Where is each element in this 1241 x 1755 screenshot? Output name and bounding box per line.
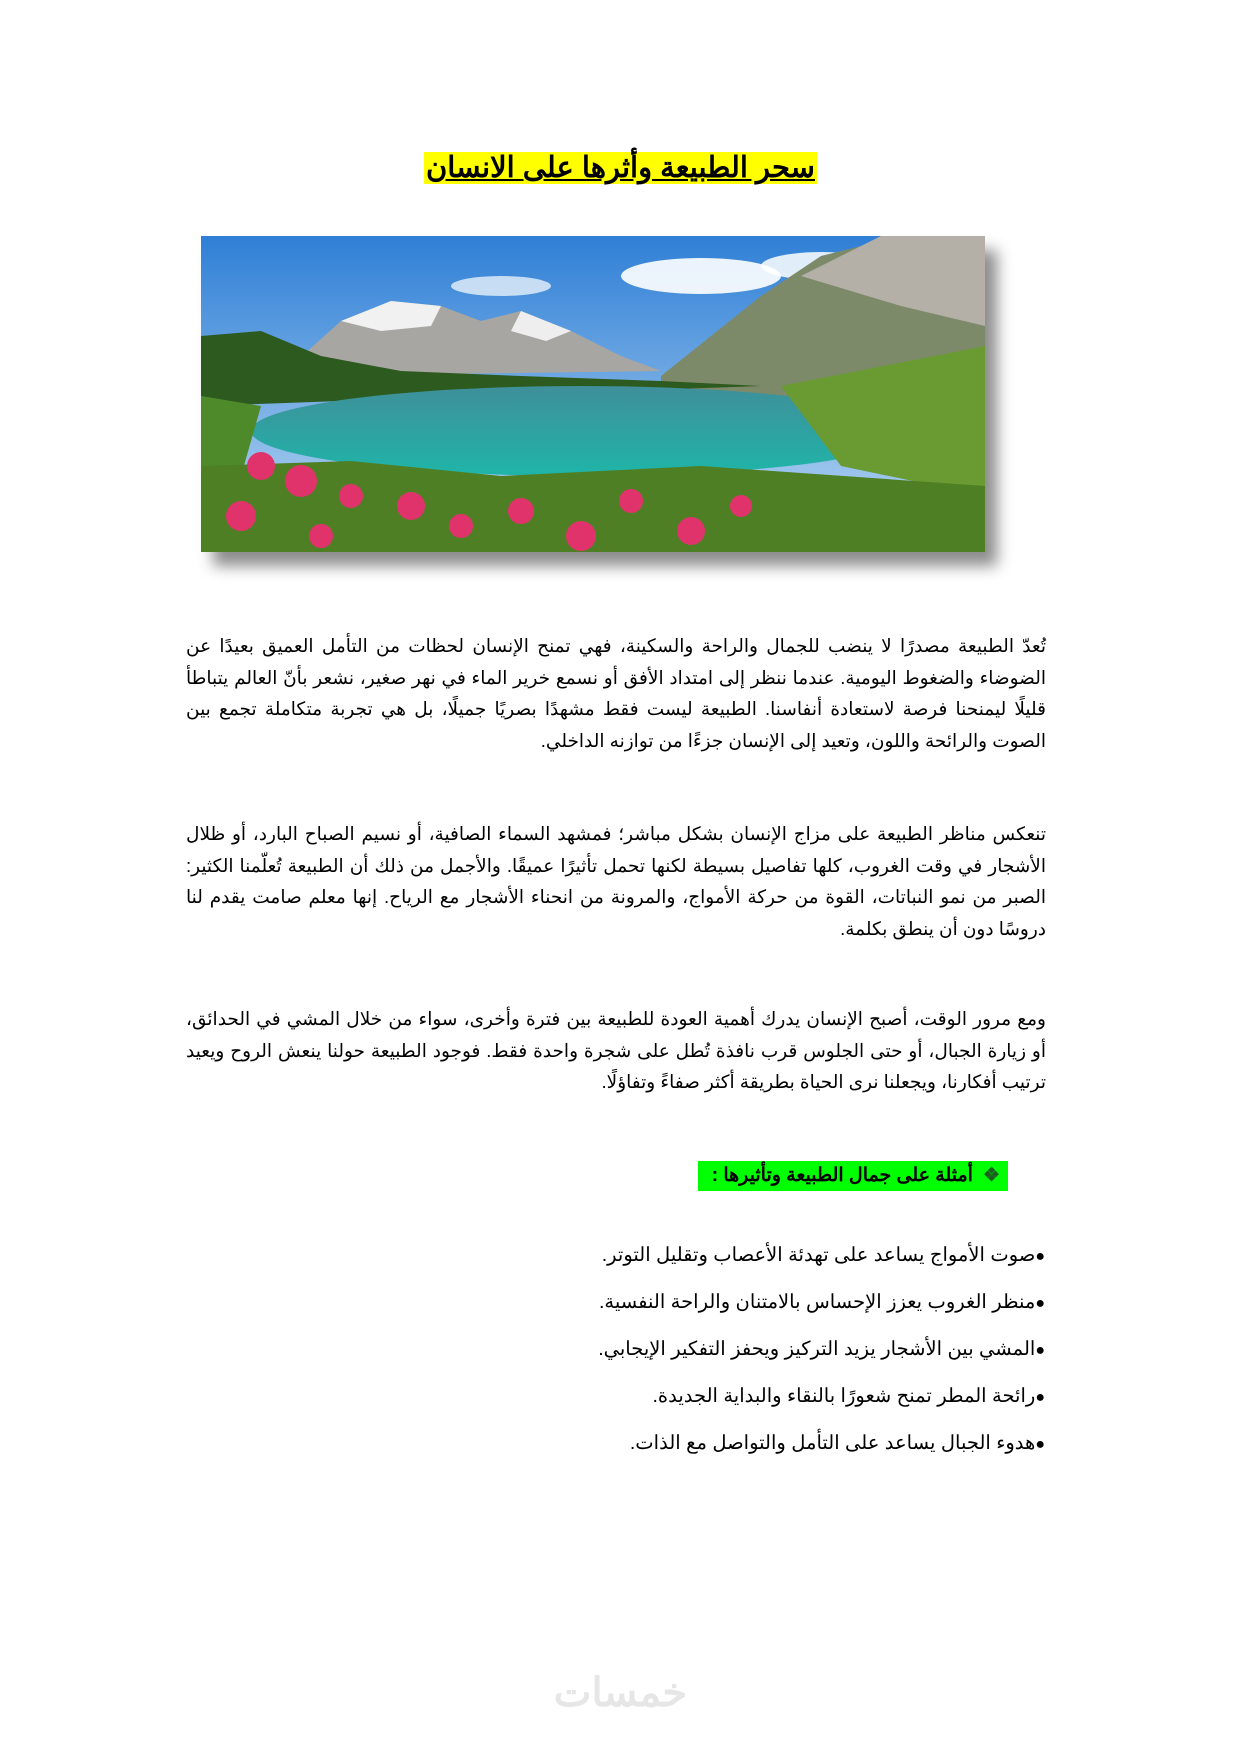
landscape-photo — [201, 236, 985, 552]
bullet-icon: ● — [1035, 1295, 1045, 1312]
examples-list — [598, 1240, 1045, 1475]
document-title-wrap — [0, 150, 1241, 185]
bullet-icon: ● — [1035, 1436, 1045, 1453]
list-item — [598, 1287, 1045, 1334]
bullet-icon: ● — [1035, 1248, 1045, 1265]
list-item — [598, 1381, 1045, 1428]
list-item — [598, 1240, 1045, 1287]
list-item — [598, 1334, 1045, 1381]
document-title: سحر الطبيعة وأثرها على الانسان — [426, 152, 815, 184]
list-item-text: المشي بين الأشجار يزيد التركيز ويحفز التفكير الإيجابي. — [598, 1338, 1036, 1360]
paragraph: تنعكس مناظر الطبيعة على مزاج الإنسان بشكل مباشر؛ فمشهد السماء الصافية، أو نسيم الصباح البارد، أو ظلال الأشجار في وقت الغروب، كلها تفاصيل بسيطة لكنها تحمل تأثيرًا عميقًا. والأجمل من ذلك أن الطبيعة تُعلّمنا الكثير: الصبر من نمو النباتات، القوة من حركة الأمواج، والمرونة من انحناء الأشجار مع الرياح. إنها معلم صامت يقدم لنا دروسًا دون أن ينطق بكلمة. — [186, 823, 1046, 939]
list-item-text: رائحة المطر تمنح شعورًا بالنقاء والبداية الجديدة. — [652, 1385, 1036, 1407]
paragraph: ومع مرور الوقت، أصبح الإنسان يدرك أهمية العودة للطبيعة بين فترة وأخرى، سواء من خلال المشي في الحدائق، أو زيارة الجبال، أو حتى الجلوس قرب نافذة تُطل على شجرة واحدة فقط. فوجود الطبيعة حولنا ينعش الروح ويعيد ترتيب أفكارنا، ويجعلنا نرى الحياة بطريقة أكثر صفاءً وتفاؤلًا. — [186, 1008, 1046, 1092]
subheading — [698, 1161, 1008, 1191]
list-item-text: هدوء الجبال يساعد على التأمل والتواصل مع الذات. — [629, 1432, 1036, 1454]
list-item-text: صوت الأمواج يساعد على تهدئة الأعصاب وتقليل التوتر. — [601, 1244, 1036, 1266]
list-item-text: منظر الغروب يعزز الإحساس بالامتنان والراحة النفسية. — [599, 1291, 1036, 1313]
watermark-logo: خمسات — [553, 1671, 688, 1715]
paragraph: تُعدّ الطبيعة مصدرًا لا ينضب للجمال والراحة والسكينة، فهي تمنح الإنسان لحظات من التأمل العميق بعيدًا عن الضوضاء والضغوط اليومية. عندما ننظر إلى امتداد الأفق أو نسمع خرير الماء في نهر صغير، نشعر بأنّ العالم يتباطأ قليلًا ليمنحنا فرصة لاستعادة أنفاسنا. الطبيعة ليست فقط مشهدًا بصريًا جميلًا، بل هي تجربة متكاملة تجمع بين الصوت والرائحة واللون، وتعيد إلى الإنسان جزءًا من توازنه الداخلي. — [186, 635, 1046, 751]
diamond-bullet-icon: ❖ — [982, 1165, 1000, 1186]
bullet-icon: ● — [1035, 1342, 1045, 1359]
list-item — [598, 1428, 1045, 1475]
subheading-text: أمثلة على جمال الطبيعة وتأثيرها : — [711, 1165, 973, 1186]
bullet-icon: ● — [1035, 1389, 1045, 1406]
